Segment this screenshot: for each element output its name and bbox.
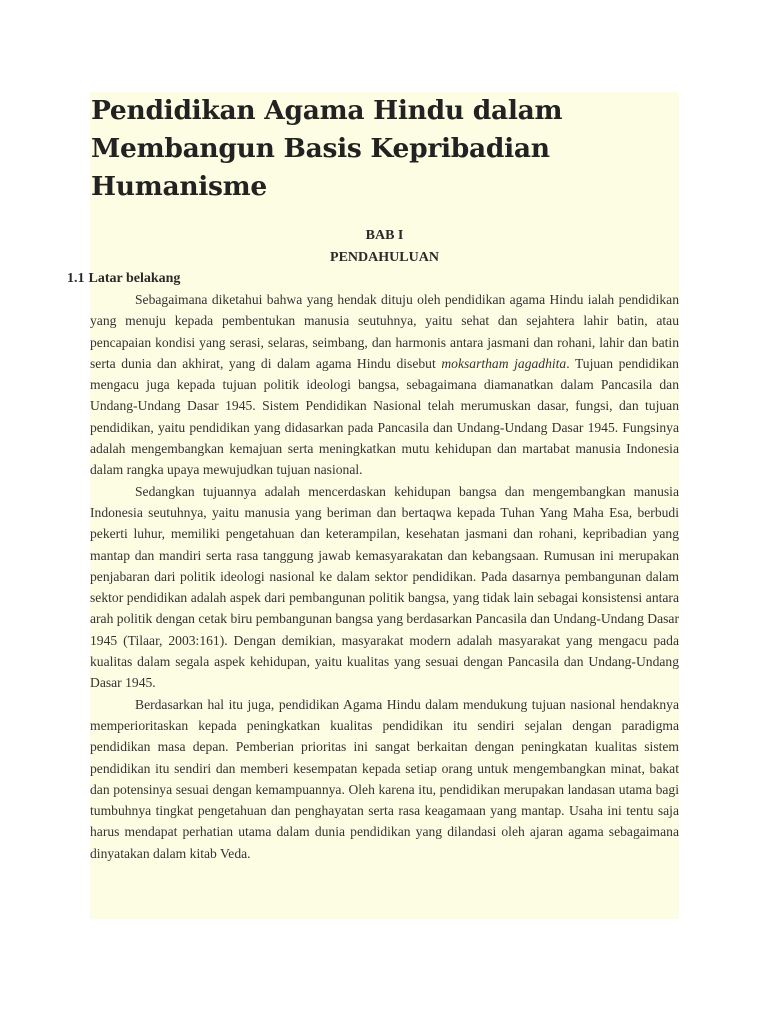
section-number: 1.1 xyxy=(67,271,85,286)
document-title: Pendidikan Agama Hindu dalam Membangun Basis Kepribadian Humanisme xyxy=(91,95,563,202)
paragraph: Sedangkan tujuannya adalah mencerdaskan kehidupan bangsa dan mengembangkan manusia Indonesia seutuhnya, yaitu manusia yang beriman dan bertaqwa kepada Tuhan Yang Maha Esa, berbudi pekerti luhur, memiliki pengetahuan dan keterampilan, kesehatan jasmani dan rohani, kepribadian yang mantap dan mandiri serta rasa tanggung jawab kemasyarakatan dan kebangsaan. Rumusan ini merupakan penjabaran dari politik ideologi nasional ke dalam sektor pendidikan. Pada dasarnya pembangunan dalam sektor pendidikan adalah aspek dari pembangunan politik bangsa, yang tidak lain sebagai konsistensi antara arah politik dengan cetak biru pembangunan bangsa yang berdasarkan Pancasila dan Undang-Undang Dasar 1945 (Tilaar, 2003:161). Dengan demikian, masyarakat modern adalah masyarakat yang mengacu pada kualitas dalam segala aspek kehidupan, yaitu kualitas yang sesuai dengan Pancasila dan Undang-Undang Dasar 1945. xyxy=(90,483,679,691)
chapter-title: PENDAHULUAN xyxy=(330,250,439,265)
section-title: Latar belakang xyxy=(88,271,181,286)
chapter-number: BAB I xyxy=(365,228,404,243)
body-text xyxy=(90,289,679,864)
emphasized-term: moksartham jagadhita xyxy=(441,355,567,371)
section-heading xyxy=(67,269,180,289)
paragraph: Berdasarkan hal itu juga, pendidikan Agama Hindu dalam mendukung tujuan nasional hendaknya memperioritaskan kepada peningkatkan kualitas pendidikan itu sendiri sejalan dengan paradigma pendidikan masa depan. Pemberian prioritas ini sangat berkaitan dengan peningkatan kualitas sistem pendidikan itu sendiri dan memberi kesempatan kepada setiap orang untuk mengembangkan minat, bakat dan potensinya sesuai dengan kemampuannya. Oleh karena itu, pendidikan merupakan landasan utama bagi tumbuhnya tingkat pengetahuan dan penghayatan serta rasa keagamaan yang mantap. Usaha ini tentu saja harus mendapat perhatian utama dalam dunia pendidikan yang dilandasi oleh ajaran agama sebagaimana dinyatakan dalam kitab Veda. xyxy=(90,696,679,861)
paragraph xyxy=(90,289,679,481)
paragraph-text: . Tujuan pendidikan mengacu juga kepada tujuan politik ideologi bangsa, sebagaimana diamanatkan dalam Pancasila dan Undang-Undang Dasar 1945. Sistem Pendidikan Nasional telah merumuskan dasar, fungsi, dan tujuan pendidikan, yaitu pendidikan yang didasarkan pada Pancasila dan Undang-Undang Dasar 1945. Fungsinya adalah mengembangkan kemajuan serta meningkatkan mutu kehidupan dan martabat manusia Indonesia dalam rangka upaya mewujudkan tujuan nasional. xyxy=(90,355,679,478)
paragraph-text: Sebagaimana diketahui bahwa yang hendak dituju oleh pendidikan agama Hindu ialah pendidikan yang menuju kepada pembentukan manusia seutuhnya, yaitu sehat dan sejahtera lahir batin, atau pencapaian kondisi yang serasi, selaras, seimbang, dan harmonis antara jasmani dan rohani, lahir dan batin serta dunia dan akhirat, yang di dalam agama Hindu disebut xyxy=(90,292,679,371)
